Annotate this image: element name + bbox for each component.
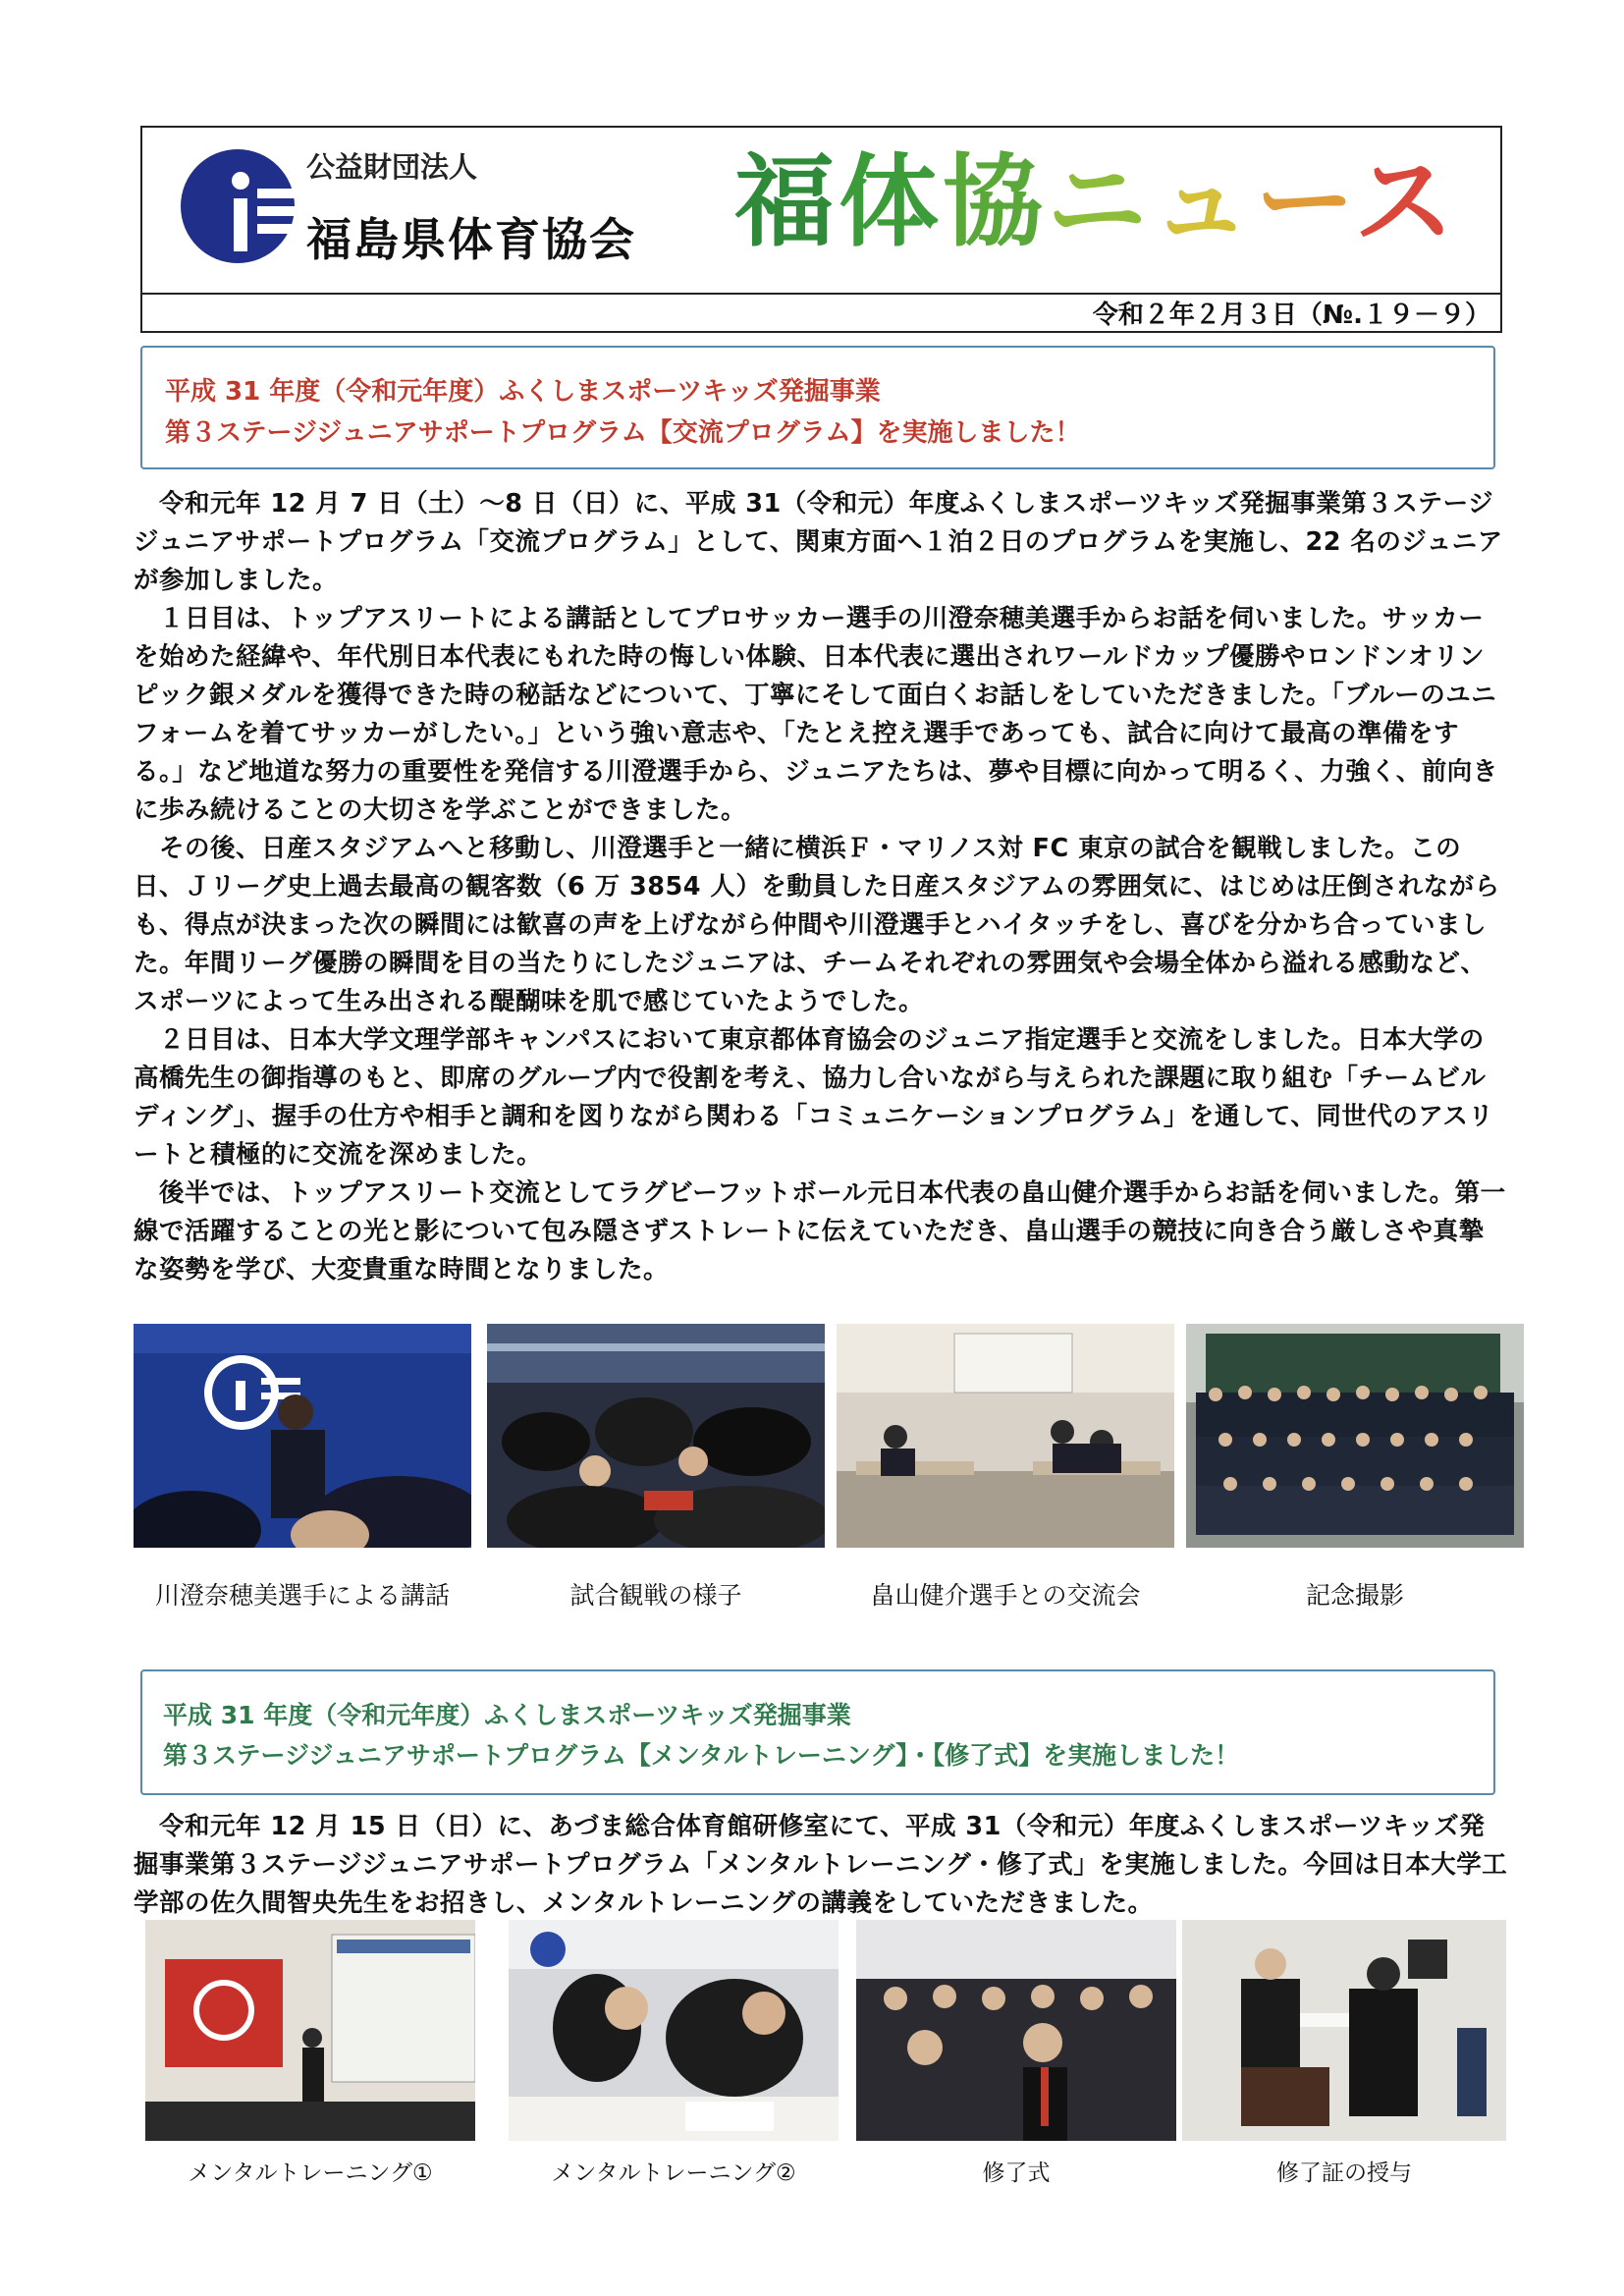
section1-paragraph: １日目は、トップアスリートによる講話としてプロサッカー選手の川澄奈穂美選手からお話を伺いました。サッカーを始めた経緯や、年代別日本代表にもれた時の悔しい体験、日本代表に選出されワールドカップ優勝やロンドンオリンピック銀メダルを獲得できた時の秘話などについて、丁寧にそして面白くお話しをしていただきました。「ブルーのユニフォームを着てサッカーがしたい。」という強い意志や、「たとえ控え選手であっても、試合に向けて最高の準備をする。」など地道な努力の重要性を発信する川澄選手から、ジュニアたちは、夢や目標に向かって明るく、力強く、前向きに歩み続けることの大切さを学ぶことができました。 (134, 604, 1498, 825)
photo-caption: 記念撮影 (1305, 1581, 1404, 1610)
photo-completion-ceremony (856, 1920, 1176, 2141)
title-char: 福 (734, 144, 839, 261)
title-char: ス (1353, 144, 1458, 261)
title-char: 体 (839, 144, 943, 261)
photo-caption: メンタルトレーニング② (551, 2160, 796, 2186)
title-char: ー (1255, 144, 1354, 261)
section1-heading-line2: 第３ステージジュニアサポートプログラム【交流プログラム】を実施しました！ (165, 418, 1081, 448)
section2-paragraph: 令和元年 12 月 15 日（日）に、あづま総合体育館研修室にて、平成 31（令和元）年度ふくしまスポーツキッズ発掘事業第３ステージジュニアサポートプログラム「メンタルトレーニング・修了式」を実施しました。今回は日本大学工学部の佐久間智央先生をお招きし、メンタルトレーニングの講義をしていただきました。 (134, 1812, 1508, 1918)
title-char: ュ (1151, 144, 1255, 261)
photo-caption: メンタルトレーニング① (188, 2160, 433, 2186)
photo-caption: 修了式 (982, 2160, 1051, 2186)
photo-caption: 川澄奈穂美選手による講話 (154, 1581, 450, 1610)
photo-exchange-meeting (837, 1324, 1174, 1548)
section1-paragraph: 後半では、トップアスリート交流としてラグビーフットボール元日本代表の畠山健介選手からお話を伺いました。第一線で活躍することの光と影について包み隠さずストレートに伝えていただき、畠山選手の競技に向き合う厳しさや真摯な姿勢を学び、大変貴重な時間となりました。 (134, 1178, 1506, 1285)
photo-caption: 試合観戦の様子 (569, 1581, 742, 1610)
photo-mental-training-1 (145, 1920, 475, 2141)
section1-paragraph: 令和元年 12 月 7 日（土）～8 日（日）に、平成 31（令和元）年度ふくしまスポーツキッズ発掘事業第３ステージジュニアサポートプログラム「交流プログラム」として、関東方面へ１泊２日のプログラムを実施し、22 名のジュニアが参加しました。 (134, 489, 1503, 595)
section1-heading-box (140, 346, 1495, 469)
section1-paragraph: その後、日産スタジアムへと移動し、川澄選手と一緒に横浜Ｆ・マリノス対 FC 東京の試合を観戦しました。この日、Ｊリーグ史上過去最高の観客数（6 万 3854 人）を動員した日産スタジアムの雰囲気に、はじめは圧倒されながらも、得点が決まった次の瞬間には歓喜の声を上げながら仲間や川澄選手とハイタッチをし、喜びを分かち合っていました。年間リーグ優勝の瞬間を目の当たりにしたジュニアは、チームそれぞれの雰囲気や会場全体から溢れる感動など、スポーツによって生み出される醍醐味を肌で感じていたようでした。 (134, 834, 1500, 1016)
org-type: 公益財団法人 (306, 150, 478, 184)
photo-certificate-award (1182, 1920, 1506, 2141)
title-char: 協 (943, 144, 1047, 261)
section2-heading-line1: 平成 31 年度（令和元年度）ふくしまスポーツキッズ発掘事業 (163, 1701, 851, 1729)
section1-paragraph: ２日目は、日本大学文理学部キャンパスにおいて東京都体育協会のジュニア指定選手と交流をしました。日本大学の高橋先生の御指導のもと、即席のグループ内で役割を考え、協力し合いながら与えられた課題に取り組む「チームビルディング」、握手の仕方や相手と調和を図りながら関わる「コミュニケーションプログラム」を通して、同世代のアスリートと積極的に交流を深めました。 (134, 1025, 1494, 1170)
photo-caption: 畠山健介選手との交流会 (870, 1581, 1141, 1610)
section1-heading-line1: 平成 31 年度（令和元年度）ふくしまスポーツキッズ発掘事業 (165, 377, 881, 407)
issue-date: 令和２年２月３日（№.１９－９） (1092, 301, 1490, 330)
newsletter-title (734, 144, 1458, 261)
photo-mental-training-2 (509, 1920, 839, 2141)
photo-lecture (134, 1324, 471, 1548)
photo-stadium (487, 1324, 825, 1548)
section2-heading-box (140, 1669, 1495, 1795)
association-logo-icon (177, 137, 314, 275)
org-name: 福島県体育協会 (306, 213, 636, 266)
section2-heading-line2: 第３ステージジュニアサポートプログラム【メンタルトレーニング】・【修了式】を実施しました！ (163, 1741, 1240, 1770)
title-char: ニ (1047, 144, 1151, 261)
photo-group (1186, 1324, 1524, 1548)
photo-caption: 修了証の授与 (1276, 2160, 1412, 2186)
